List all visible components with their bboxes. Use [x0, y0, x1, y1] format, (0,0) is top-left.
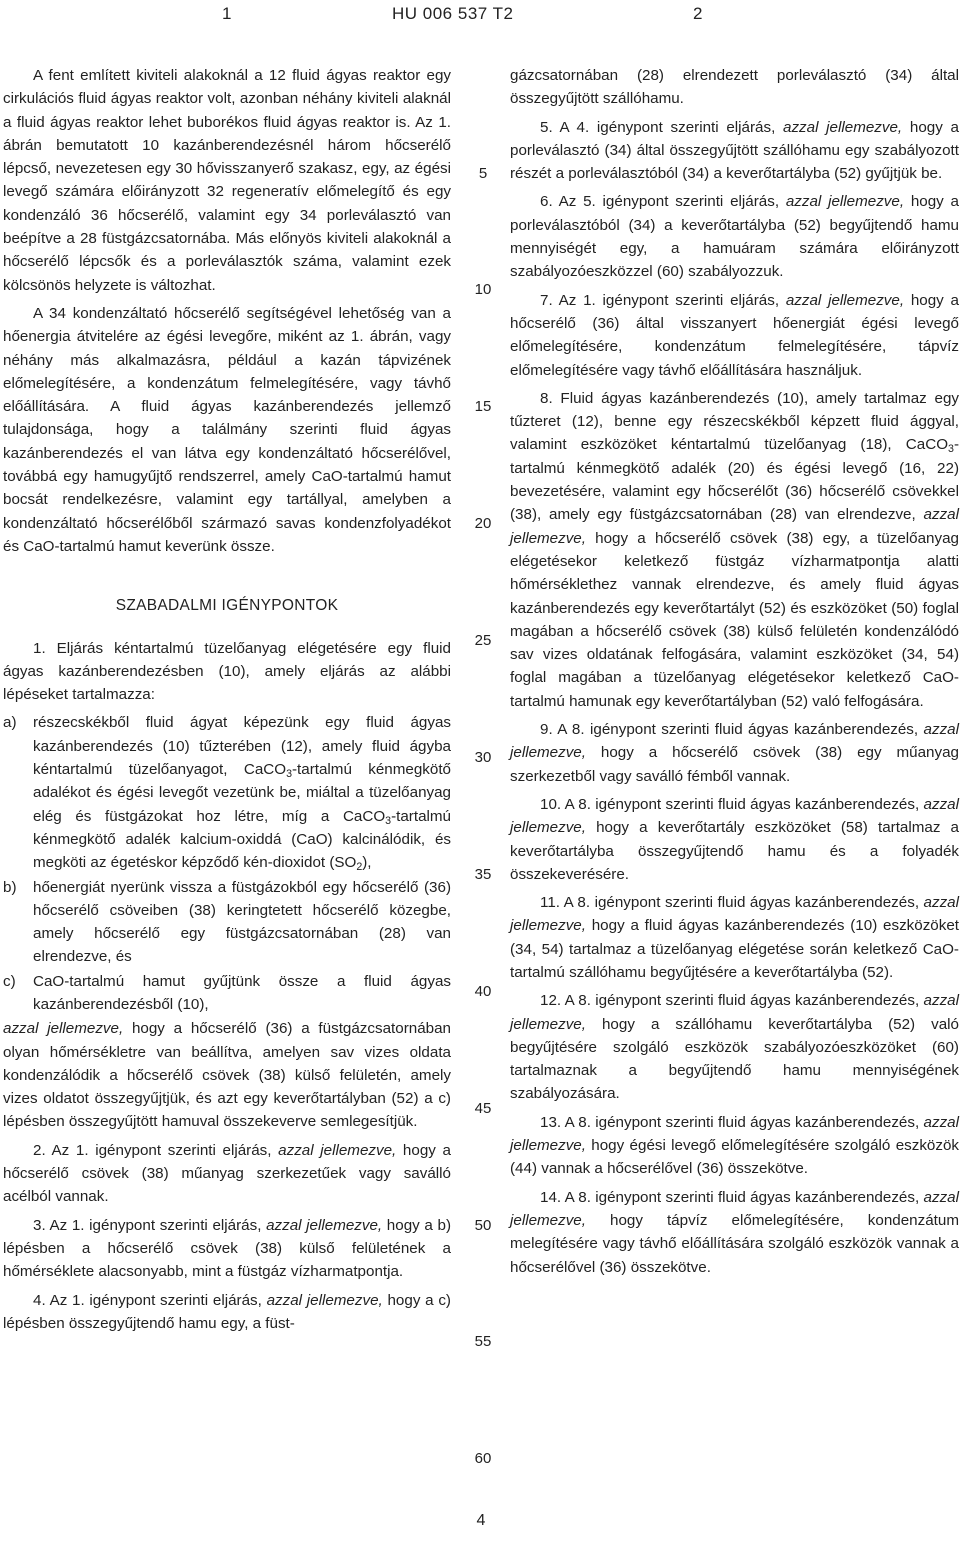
text-segment: 13. A 8. igénypont szerinti fluid ágyas kazánberendezés, — [540, 1113, 924, 1131]
emphasis: azzal jellemezve, — [785, 291, 905, 309]
text-segment: 9. A 8. igénypont szerinti fluid ágyas kazánberendezés, — [540, 721, 924, 739]
text-segment: 7. Az 1. igénypont szerinti eljárás, — [540, 291, 786, 309]
text-segment: hogy égési levegő előmelegítésére szolgáló eszközök (44) vannak a hőcserélővel (36) összekötve. — [510, 1137, 959, 1178]
subscript: 2 — [356, 861, 363, 874]
line-number: 15 — [474, 398, 492, 415]
subscript: 3 — [286, 768, 292, 781]
text-segment: hogy a szállóhamu keverőtartályba (52) való begyűjtésére szolgáló eszközök szabályozóeszközöket (60) tartalmaznak a begyűjtendő hamu mennyiségének szabályozására. — [510, 1015, 959, 1103]
emphasis: azzal jellemezve, — [510, 1113, 959, 1155]
line-number: 25 — [474, 632, 492, 649]
paragraph: A 34 kondenzáltató hőcserélő segítségével lehetőség van a hőenergia átvitelére az égési levegőre, miként az 1. ábrán, vagy néhány más alkalmazásra, például a kazán tápvizének előmelegítésére, a kondenzátum felmelegítésére, vagy távhő előállítására. A fluid ágyas kazánberendezés jellemző tulajdonsága, hogy a találmány szerinti fluid ágyas kazánberendezés el van látva egy kondenzáltató hőcserélővel, továbbá egy hamugyűjtő rendszerrel, amely CaO-tartalmú hamut bocsát rendelkezésre, valamint egy tartállyal, amelyben a kondenzáltató hőcserélőből származó savas kondenzfolyadékot és CaO-tartalmú hamut keverünk össze. — [3, 304, 451, 555]
emphasis: azzal jellemezve, — [266, 1216, 383, 1234]
text-segment: hogy a hőcserélő csövek (38) műanyag szerkezetűek vagy saválló acélból vannak. — [3, 1141, 451, 1206]
step-text — [33, 711, 451, 874]
line-number: 20 — [474, 515, 492, 532]
claim-1-characterizing — [3, 1017, 451, 1133]
text-segment: -tartalmú kénmegkötő adalékot és égési levegőt vezetünk be, miáltal a tüzelőanyag elég és füstgázokat hoz létre, míg a CaCO — [33, 761, 451, 825]
claim-6 — [510, 190, 959, 283]
text-segment: hogy a hőcserélő csövek (38) egy műanyag szerkezetből vagy saválló fémből vannak. — [510, 744, 959, 785]
text-segment: 10. A 8. igénypont szerinti fluid ágyas kazánberendezés, — [540, 795, 924, 813]
step-label: a) — [3, 714, 17, 732]
line-number: 35 — [474, 866, 492, 883]
claim-8 — [510, 387, 959, 713]
text-segment: 14. A 8. igénypont szerinti fluid ágyas kazánberendezés, — [540, 1188, 924, 1206]
document-number: HU 006 537 T2 — [392, 4, 514, 23]
claim-1-step-a — [3, 711, 451, 874]
text-segment: hogy a hőcserélő csövek (38) egy, a tüzelőanyag elégetésekor keletkező füstgáz vízharmatpontja alatti hőmérséklethez vannak elrendezve, és amely fluid ágyas kazánberendezés egy keverőtartályt (52) és eszközöket (50) foglal magában a hőcserélő csövek (38) külső felületén kondenzálódó sav vizes oldatának felfogására, valamint eszközöket (34, 54) foglal magában a tüzelőanyag elégetésekor keletkező CaO-tartalmú hamunak egy keverőtartályban (52) való felfogására. — [510, 529, 959, 710]
page-footer — [0, 1512, 960, 1530]
claims-title: SZABADALMI IGÉNYPONTOK — [115, 597, 339, 615]
claim-1-step-c — [3, 970, 451, 1017]
text-segment: 11. A 8. igénypont szerinti fluid ágyas kazánberendezés, — [540, 894, 924, 912]
right-column — [510, 64, 959, 1284]
text-segment: hogy a porleválasztó (34) által összegyűjtött szállóhamu egy szabályozott részét a porleválasztóból (34) a keverőtartályba (52) gyűjtjük be. — [510, 118, 959, 183]
emphasis: azzal jellemezve, — [510, 1188, 959, 1229]
emphasis: azzal jellemezve, — [510, 894, 959, 935]
text-segment: részecskékből fluid ágyat képezünk egy fluid ágyas kazánberendezés (10) tűzterében (12), amely fluid ágyba kéntartalmú tüzelőanyagot, CaCO — [33, 714, 451, 779]
left-page-number: 1 — [222, 4, 232, 23]
emphasis: azzal jellemezve, — [3, 1020, 124, 1038]
emphasis: azzal jellemezve, — [278, 1141, 397, 1159]
claim-1-intro: 1. Eljárás kéntartalmú tüzelőanyag elégetésére egy fluid ágyas kazánberendezésben (10), amely eljárás az alábbi lépéseket tartalmazza: — [3, 639, 451, 704]
claim-14 — [510, 1186, 959, 1279]
claim-7 — [510, 289, 959, 382]
page-header — [0, 0, 960, 30]
claim-1-step-b — [3, 876, 451, 969]
text-segment: 6. Az 5. igénypont szerinti eljárás, — [540, 193, 786, 211]
text-segment: hogy a hőcserélő (36) a füstgázcsatornában olyan hőmérsékletre van beállítva, amelyen sav vizes oldata kondenzálódik a hőcserélő csövek (38) külső felületén, amely vizes oldatot összegyűjtjük, és azt egy keverőtartályban (52) a c) lépésben összegyűjtött hamuval összekeverve semlegesítjük. — [3, 1020, 451, 1131]
text-segment: 3. Az 1. igénypont szerinti eljárás, — [33, 1216, 267, 1234]
line-number: 30 — [474, 749, 492, 766]
claim-13 — [510, 1111, 959, 1181]
text-segment: hogy a hőcserélő (36) által visszanyert hőenergiát égési levegő előmelegítésére, kondenzátum felmelegítésére, tápvíz előmelegítésére vagy távhő előállítására használjuk. — [510, 291, 959, 379]
text-segment: hogy a b) lépésben a hőcserélő csövek (38) külső felületének a hőmérséklete alacsonyabb, mint a füstgáz vízharmatpontja. — [3, 1216, 451, 1281]
claim-12 — [510, 989, 959, 1105]
text-segment: hogy a c) lépésben összegyűjtendő hamu egy, a füst- — [3, 1291, 451, 1332]
claim-11 — [510, 891, 959, 984]
emphasis: azzal jellemezve, — [510, 721, 959, 762]
text-segment: hogy a keverőtartály eszközöket (58) tartalmaz a keverőtartályba összegyűjtendő hamu és a folyadék összekeverésére. — [510, 819, 959, 883]
line-number: 10 — [474, 281, 492, 298]
claim-10 — [510, 793, 959, 886]
subscript: 3 — [948, 443, 954, 456]
claim-9 — [510, 718, 959, 788]
text-segment: 5. A 4. igénypont szerinti eljárás, — [540, 118, 784, 136]
left-column — [3, 64, 451, 1340]
text-segment: hogy tápvíz előmelegítésére, kondenzátum melegítésére vagy távhő előállítására szolgáló eszközök vannak a hőcserélővel (36) összekötve. — [510, 1211, 959, 1276]
text-segment: -tartalmú kénmegkötő adalék (20) és égési levegő (16, 22) bevezetésére, valamint egy hőcserélőt (36) hőcserélő csövekkel (38), amely egy füstgázcsatornában (28) van elrendezve, — [510, 436, 959, 524]
text-segment: hogy a porleválasztóból (34) a keverőtartályba (52) begyűjtendő hamu mennyiségét egy, a hamuáram számára előirányzott szabályozóeszközzel (60) szabályozzuk. — [510, 193, 959, 281]
step-text: CaO-tartalmú hamut gyűjtünk össze a fluid ágyas kazánberendezésből (10), — [33, 972, 451, 1013]
emphasis: azzal jellemezve, — [785, 193, 905, 211]
line-number: 50 — [474, 1217, 492, 1234]
text-segment: 8. Fluid ágyas kazánberendezés (10), amely tartalmaz egy tűzteret (12), benne egy részecskékből képzett fluid ággyal, valamint eszközöket kéntartalmú tüzelőanyag (18), CaCO — [510, 389, 959, 454]
text-segment: hogy a fluid ágyas kazánberendezés (10) eszközöket (34, 54) tartalmaz a tüzelőanyag elégetése során keletkező CaO-tartalmú szállóhamu begyűjtésére a keverőtartályba (52). — [510, 917, 959, 981]
text-segment: -tartalmú kénmegkötő adalék kalcium-oxiddá (CaO) kalcinálódik, és megköti az égetéskor képződő kén-dioxidot (SO — [33, 807, 451, 872]
claim-2 — [3, 1139, 451, 1209]
subscript: 3 — [385, 814, 392, 827]
text-segment: 2. Az 1. igénypont szerinti eljárás, — [33, 1141, 279, 1159]
emphasis: azzal jellemezve, — [510, 506, 959, 547]
emphasis: azzal jellemezve, — [266, 1291, 383, 1309]
text-segment: 12. A 8. igénypont szerinti fluid ágyas kazánberendezés, — [540, 992, 924, 1010]
text-segment: ), — [362, 854, 372, 872]
right-page-number: 2 — [693, 4, 703, 23]
line-number: 55 — [474, 1333, 492, 1350]
step-label: c) — [3, 972, 16, 990]
line-number: 40 — [474, 983, 492, 1000]
paragraph: A fent említett kiviteli alakoknál a 12 fluid ágyas reaktor egy cirkulációs fluid ágyas reaktor volt, azonban néhány kiviteli alaknál a fluid ágyas reaktor lehet buborékos fluid ágyas reaktor is. Az 1. ábrán bemutatott 10 kazánberendezésnél három hőcserélő lépcső, nevezetesen egy 30 hővisszanyerő szakasz, egy, az égési levegő számára előirányzott 32 regeneratív előmelegítő és egy kondenzáló 36 hőcserélő, valamint egy 34 porleválasztó van beépítve a 28 füstgázcsatornába. Más előnyös kiviteli alakoknál a hőcserélő lépcsők és a porleválasztók száma, valamint ezek kölcsönös helyzete is változhat. — [3, 67, 451, 294]
claim-4 — [3, 1289, 451, 1336]
emphasis: azzal jellemezve, — [783, 118, 903, 136]
line-number: 60 — [474, 1450, 492, 1467]
claim-3 — [3, 1214, 451, 1284]
step-text: hőenergiát nyerünk vissza a füstgázokból egy hőcserélő (36) hőcserélő csöveiben (38) keringtetett hőcserélő közegbe, amely hőcserélő egy füstgázcsatornában (28) van elrendezve, és — [33, 878, 451, 966]
claim-4-continued: gázcsatornában (28) elrendezett porleválasztó (34) által összegyűjtött szállóhamu. — [510, 67, 959, 108]
line-number: 45 — [474, 1100, 492, 1117]
emphasis: azzal jellemezve, — [510, 795, 959, 837]
line-number: 5 — [478, 165, 488, 182]
footer-page-number: 4 — [476, 1512, 486, 1529]
text-segment: 4. Az 1. igénypont szerinti eljárás, — [33, 1291, 267, 1309]
step-label: b) — [3, 878, 17, 896]
claim-5 — [510, 116, 959, 186]
emphasis: azzal jellemezve, — [510, 992, 959, 1033]
